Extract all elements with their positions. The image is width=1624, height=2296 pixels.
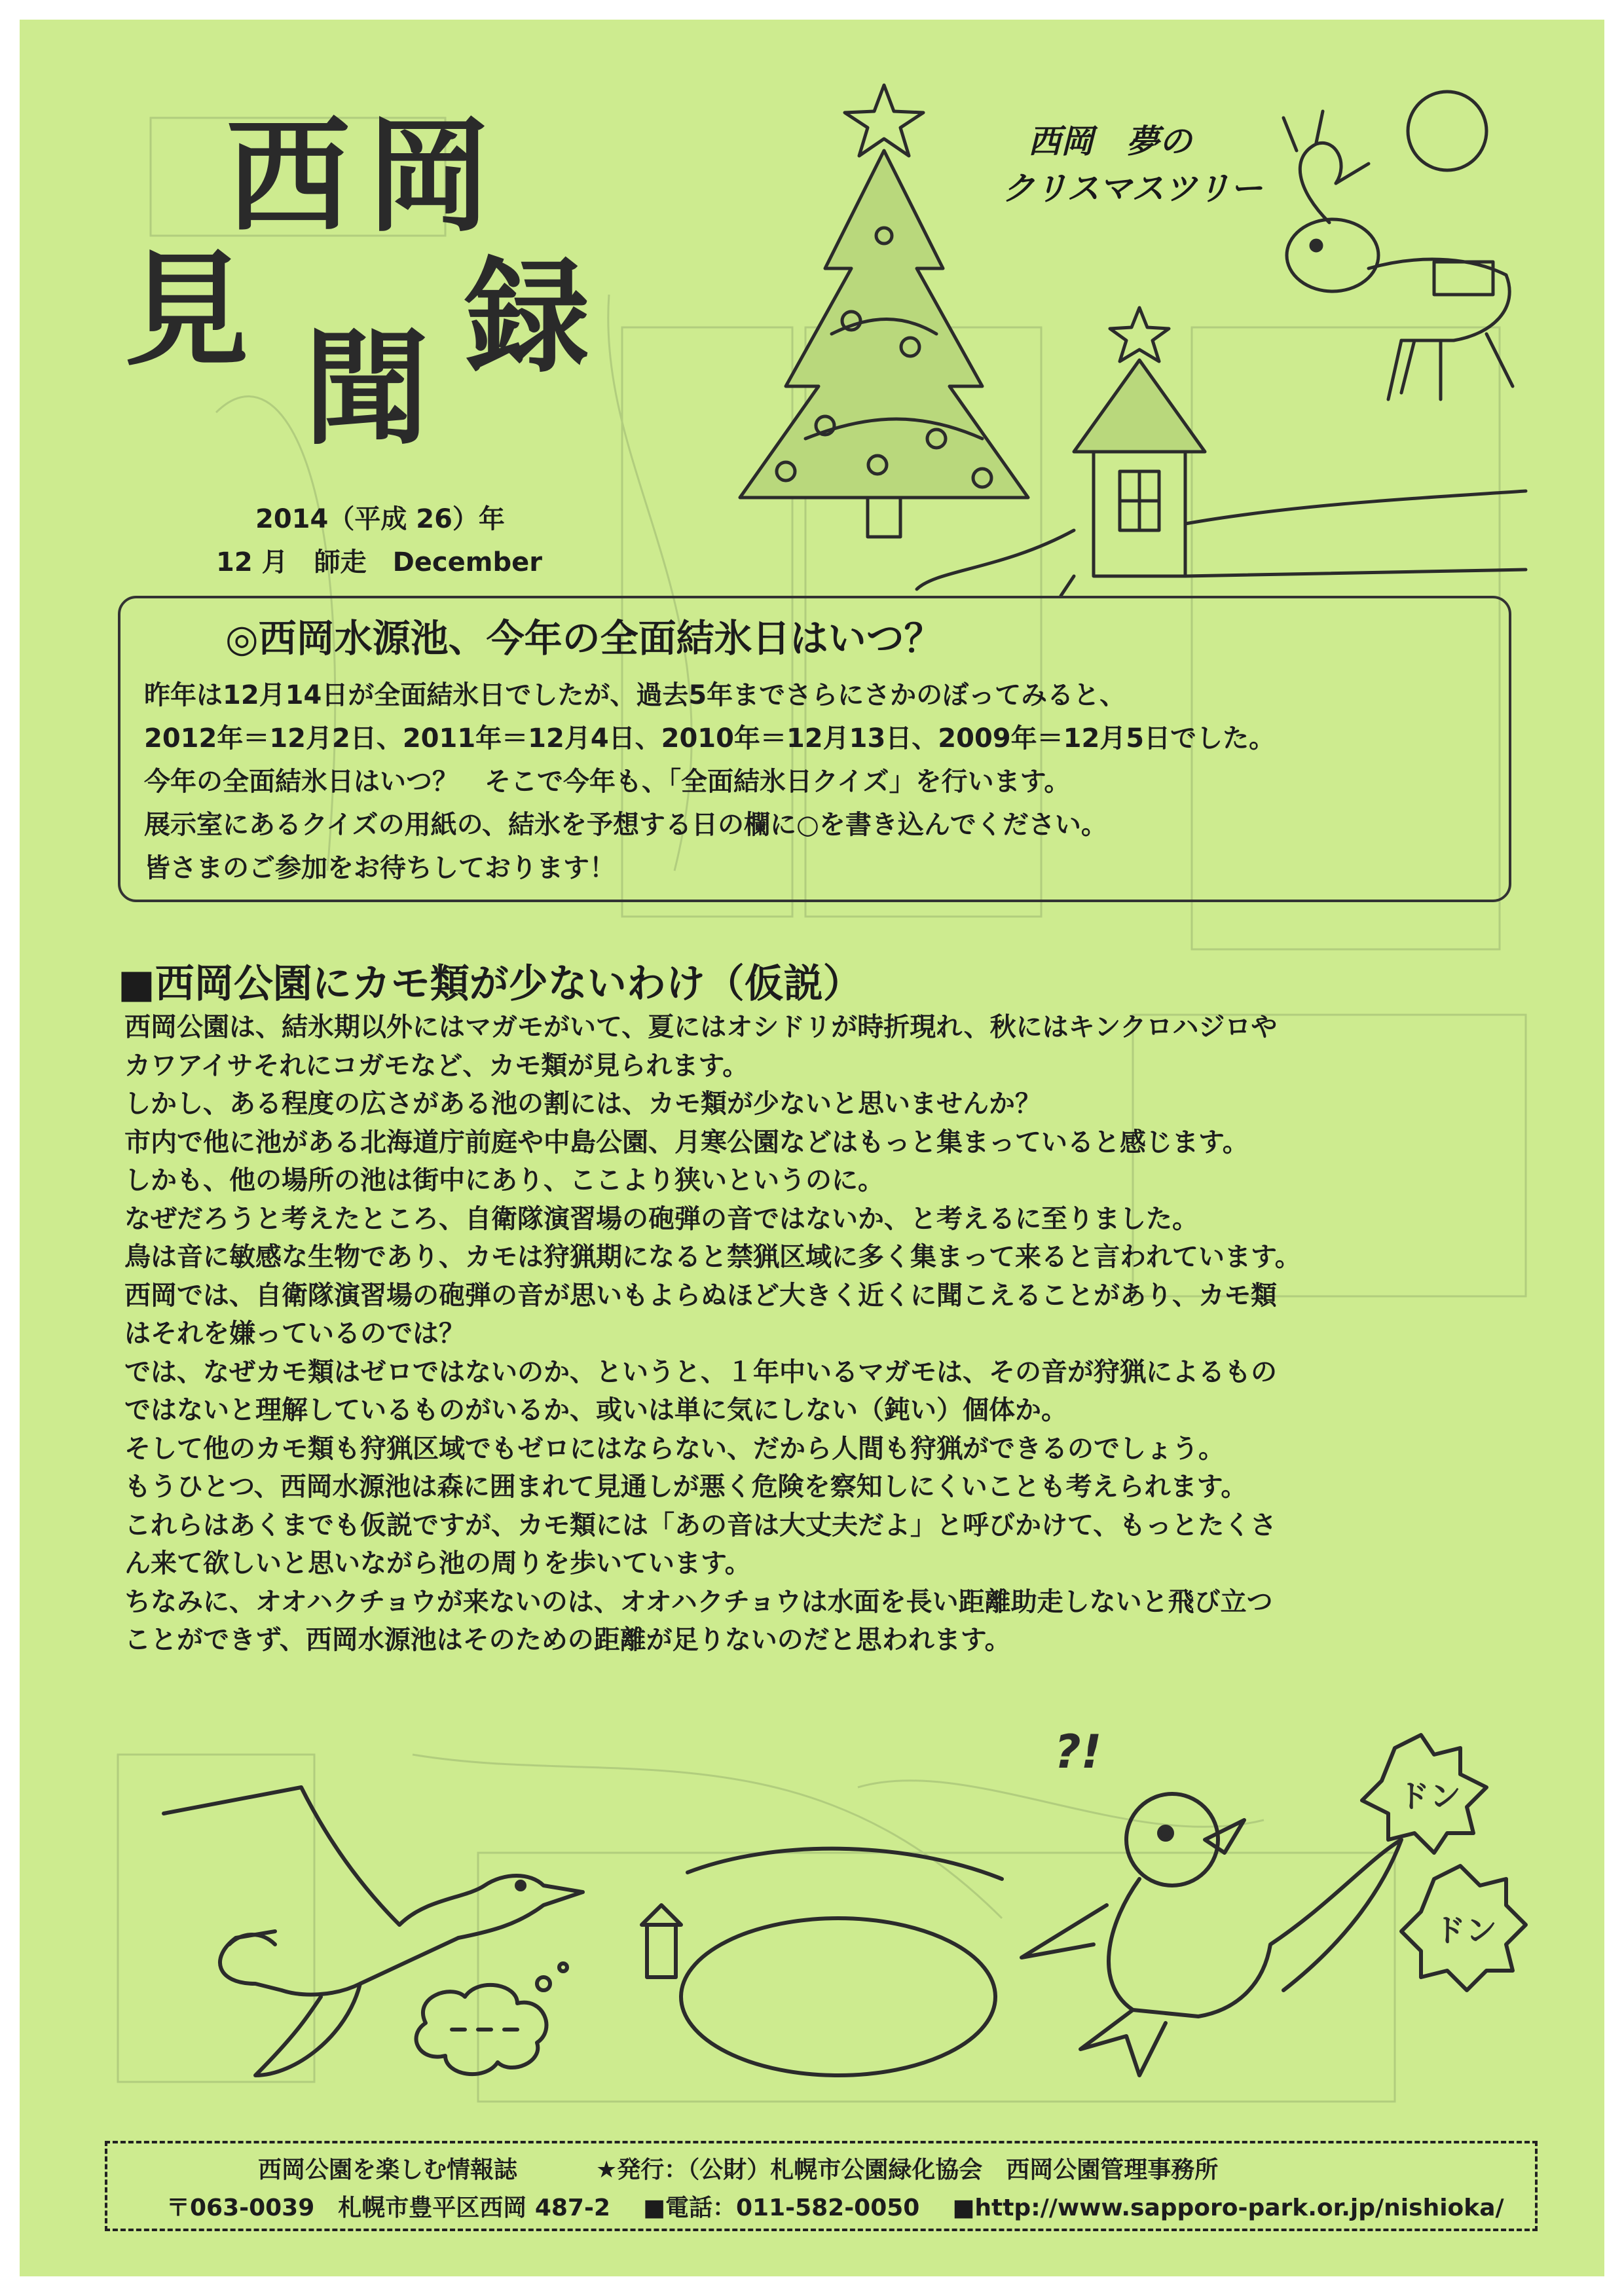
article-line: では、なぜカモ類はゼロではないのか、というと、１年中いるマガモは、その音が狩猟によるもの: [124, 1357, 1277, 1387]
article-line: ことができず、西岡水源池はそのための距離が足りないのだと思われます。: [124, 1625, 1011, 1655]
quiz-box: [118, 596, 1511, 902]
burst-text: ドン: [1434, 1912, 1498, 1949]
surprised-duck-icon: [1022, 1794, 1401, 2075]
article-line: しかも、他の場所の池は街中にあり、ここより狭いというのに。: [124, 1165, 884, 1195]
article-line: 西岡では、自衛隊演習場の砲弾の音が思いもよらぬほど大きく近くに聞こえることがあり、カモ類: [124, 1280, 1277, 1311]
footer-phone: ■電話：011-582-0050: [642, 2195, 920, 2221]
quiz-line: 2012年＝12月2日、2011年＝12月4日、2010年＝12月13日、2009年＝12月5日でした。: [144, 723, 1276, 754]
masthead-char-1: 西: [226, 104, 351, 249]
masthead-char-3: 見: [124, 238, 249, 383]
footer-address: 〒063-0039 札幌市豊平区西岡 487-2: [166, 2195, 610, 2221]
christmas-illustration: [707, 72, 1559, 596]
issue-month: 12 月 師走 December: [216, 547, 542, 577]
article-line: ちなみに、オオハクチョウが来ないのは、オオハクチョウは水面を長い距離助走しないと飛び立つ: [124, 1586, 1273, 1617]
article-title: ■西岡公園にカモ類が少ないわけ（仮説）: [118, 961, 862, 1007]
article-line: なぜだろうと考えたところ、自衛隊演習場の砲弾の音ではないか、と考えるに至りました。: [124, 1203, 1198, 1234]
small-tower-icon: [642, 1905, 681, 1977]
burst-text: ドン: [1398, 1778, 1462, 1815]
flying-duck-icon: [164, 1787, 583, 2075]
exclaim-mark: ?!: [1054, 1725, 1102, 1779]
footer: [105, 2141, 1538, 2231]
thought-cloud-icon: [416, 1963, 567, 2074]
issue-year: 2014（平成 26）年: [255, 504, 505, 534]
article-line: しかし、ある程度の広さがある池の割には、カモ類が少ないと思いませんか？: [124, 1089, 1041, 1119]
masthead-char-2: 岡: [367, 104, 492, 249]
quiz-line: 皆さまのご参加をお待ちしております！: [144, 853, 616, 883]
article-line: 西岡公園は、結氷期以外にはマガモがいて、夏にはオシドリが時折現れ、秋にはキンクロハジロや: [124, 1012, 1278, 1042]
article-body: [124, 1008, 1565, 1660]
article-line: 市内で他に池がある北海道庁前庭や中島公園、月寒公園などはもっと集まっていると感じます。: [124, 1127, 1249, 1157]
quiz-line: 今年の全面結氷日はいつ？ そこで今年も、「全面結氷日クイズ」を行います。: [144, 767, 1071, 797]
article-line: そして他のカモ類も狩猟区域でもゼロにはならない、だから人間も狩猟ができるのでしょう。: [124, 1433, 1225, 1464]
newsletter-page: [20, 20, 1604, 2276]
footer-line-2: [127, 2189, 1504, 2223]
article-line: 鳥は音に敏感な生物であり、カモは狩猟期になると禁猟区域に多く集まって来ると言われています。: [124, 1242, 1301, 1272]
masthead-char-4: 聞: [304, 317, 430, 462]
quiz-line: 展示室にあるクイズの用紙の、結氷を予想する日の欄に○を書き込んでください。: [144, 810, 1107, 840]
article-line: ではないと理解しているものがいるか、或いは単に気にしない（鈍い）個体か。: [124, 1395, 1067, 1425]
footer-publisher: ★発行：（公財）札幌市公園緑化協会 西岡公園管理事務所: [596, 2157, 1219, 2183]
christmas-tree-icon: [740, 85, 1028, 537]
article-line: ん来て欲しいと思いながら池の周りを歩いています。: [124, 1548, 751, 1578]
article-line: カワアイサそれにコガモなど、カモ類が見られます。: [124, 1050, 749, 1081]
ornament-icon: [1408, 92, 1486, 170]
duck-illustration: [85, 1709, 1559, 2128]
article-line: もうひとつ、西岡水源池は森に囲まれて見通しが悪く危険を察知しにくいことも考えられます。: [124, 1472, 1247, 1502]
pond-icon: [681, 1918, 995, 2075]
footer-url[interactable]: ■http://www.sapporo-park.or.jp/nishioka/: [952, 2195, 1504, 2221]
quiz-body: [144, 674, 1275, 890]
xmas-heading-line-1: 西岡 夢の: [1028, 122, 1192, 160]
article-line: はそれを嫌っているのでは？: [124, 1319, 465, 1349]
xmas-heading-line-2: クリスマスツリー: [1002, 170, 1263, 208]
pond-reeds: [688, 1849, 1002, 1879]
quiz-title: ◎西岡水源池、今年の全面結氷日はいつ？: [225, 616, 942, 661]
quiz-line: 昨年は12月14日が全面結氷日でしたが、過去5年までさらにさかのぼってみると、: [144, 680, 1126, 710]
masthead-char-5: 録: [465, 245, 590, 390]
footer-label: 西岡公園を楽しむ情報誌: [258, 2157, 518, 2183]
clock-tower-icon: [917, 308, 1526, 596]
issue-date: [216, 498, 542, 584]
article-line: これらはあくまでも仮説ですが、カモ類には「あの音は大丈夫だよ」と呼びかけて、もっとたくさ: [124, 1510, 1277, 1540]
footer-line-1: [127, 2151, 1219, 2185]
